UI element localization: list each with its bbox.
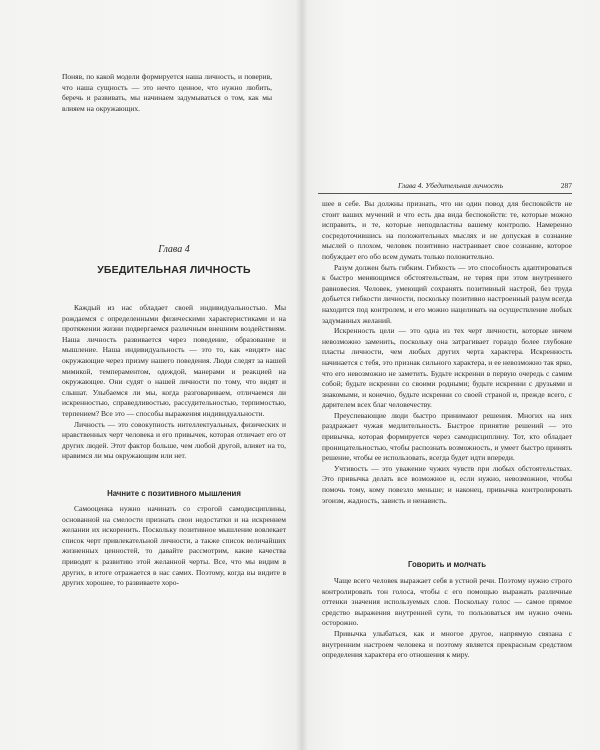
running-head-title: Глава 4. Убедительная личность bbox=[398, 181, 504, 190]
chapter-label: Глава 4 bbox=[158, 244, 190, 255]
intro-paragraph bbox=[62, 72, 272, 114]
paragraph: Чаще всего человек выражает себя в устной речи. Поэтому нужно строго контролировать тон голоса, чтобы с его помощью выражать различные оттенки значения используемых слов. Поскольку голос — самое прямое средство выражения внутренней сути, то пользоваться им нужно очень осторожно. bbox=[322, 576, 572, 628]
book-gutter bbox=[296, 0, 308, 750]
paragraph: Привычка улыбаться, как и многое другое, напрямую связана с внутренним настроем человека и поэтому является прекрасным средством определения характера его отношения к миру. bbox=[322, 628, 572, 660]
right-body bbox=[322, 199, 572, 506]
paragraph: Учтивость — это уважение чужих чувств при любых обстоятельствах. Это привычка делать все возможное и, если нужно, невозможное, чтобы помочь тому, кому повезло меньше; и наконец, привычка контролировать эгоизм, жадность, зависть и ненависть. bbox=[322, 463, 572, 505]
paragraph: Личность — это совокупность интеллектуальных, физических и нравственных черт человека и его привычек, которая отличает его от других людей. Этот фактор больше, чем любой другой, влияет на то, нравимся ли мы окружающим или нет. bbox=[62, 419, 286, 461]
paragraph: Искренность цели — это одна из тех черт личности, которые ничем невозможно заменить, поскольку она затрагивает гораздо более глубокие пласты личности, чем любых других черта характера. Искренность начинается с тебя, это признак сильного характера, и ее невозможно так ярко, что его невозможно не заметить. Будьте искренни в первую очередь с самим собой; будьте искренни со своими родными; будьте искренни с друзьями и знакомыми, и конечно, будьте искренни со своей страной и, прежде всего, с дарителем всех благ человечеству. bbox=[322, 326, 572, 410]
left-section-body bbox=[62, 504, 286, 589]
right-page bbox=[302, 0, 600, 750]
paragraph: Поняв, по какой модели формируется наша личность, и поверив, что наша сущность — это нечто ценное, что нужно любить, беречь и развивать, мы начинаем задумываться о том, как мы влияем на окружающих. bbox=[62, 72, 272, 113]
paragraph: Каждый из нас обладает своей индивидуальностью. Мы рождаемся с определенными физическими характеристиками и на протяжении жизни подвергаемся различным внешним воздействиям. Наша личность развивается через поведение, образование и мышление. Наша индивидуальность — это то, как «видят» нас окружающие через призму нашего поведения. Люди следят за нашей мимикой, темпераментом, одеждой, манерами и реакцией на окружающее. Они судят о нашей личности по тому, что видят и слышат. Улыбаемся ли мы, когда разговариваем, отличаемся ли искренностью, справедливостью, рассудительностью, терпимостью, терпением? Все это — способы выражения индивидуальности. bbox=[62, 303, 286, 418]
page-number: 287 bbox=[560, 181, 572, 190]
left-body bbox=[62, 303, 286, 462]
running-head bbox=[318, 181, 572, 194]
paragraph: шее в себе. Вы должны признать, что ни один повод для беспокойств не стоит ваших мучений и что есть два вида беспокойств: те, которые можно исправить, и те, которые неподвластны вашему контролю. Намеренно сосредоточившись на положительных мыслях и не допуская в сознание мыслей о плохом, человек позитивно настраивает свое сознание, которое побуждает его обо всем думать только положительно. bbox=[322, 199, 572, 261]
paragraph: Самооценка нужно начинать со строгой самодисциплины, основанной на смелости признать свои недостатки и на искреннем желании их искоренить. Поскольку позитивное мышление вовлекает список черт привлекательной личности, а также список величайших жизненных ценностей, то давайте рассмотрим, какие качества приводят к развитию этой желанной черты. Все, что мы видим в других, в итоге отражается в нас самих. Поэтому, когда вы видите в других хорошее, то развиваете хоро- bbox=[62, 504, 286, 588]
right-section-body bbox=[322, 576, 572, 661]
section-heading: Начните с позитивного мышления bbox=[107, 489, 241, 498]
section-heading: Говорить и молчать bbox=[407, 560, 486, 569]
chapter-title: УБЕДИТЕЛЬНАЯ ЛИЧНОСТЬ bbox=[97, 264, 251, 276]
paragraph: Разум должен быть гибким. Гибкость — это способность адаптироваться к быстро меняющимся обстоятельствам, не теряя при этом внутреннего равновесия. Человек, умеющий сохранять позитивный настрой, без труда добьется гибкости личности, поскольку позитивно настроенный разум всегда находится под контролем, и его можно нацеливать на осуществление любых задуманных желаний. bbox=[322, 262, 572, 325]
paragraph: Преуспевающие люди быстро принимают решения. Многих на них раздражает чужая медлительность. Быстрое принятие решений — это привычка, которая формируется через самодисциплину. Тот, кто обладает проницательностью, чтобы распознать возможность, и умеет быстро принять решение, чтобы ее использовать, всегда будет идти впереди. bbox=[322, 410, 572, 463]
